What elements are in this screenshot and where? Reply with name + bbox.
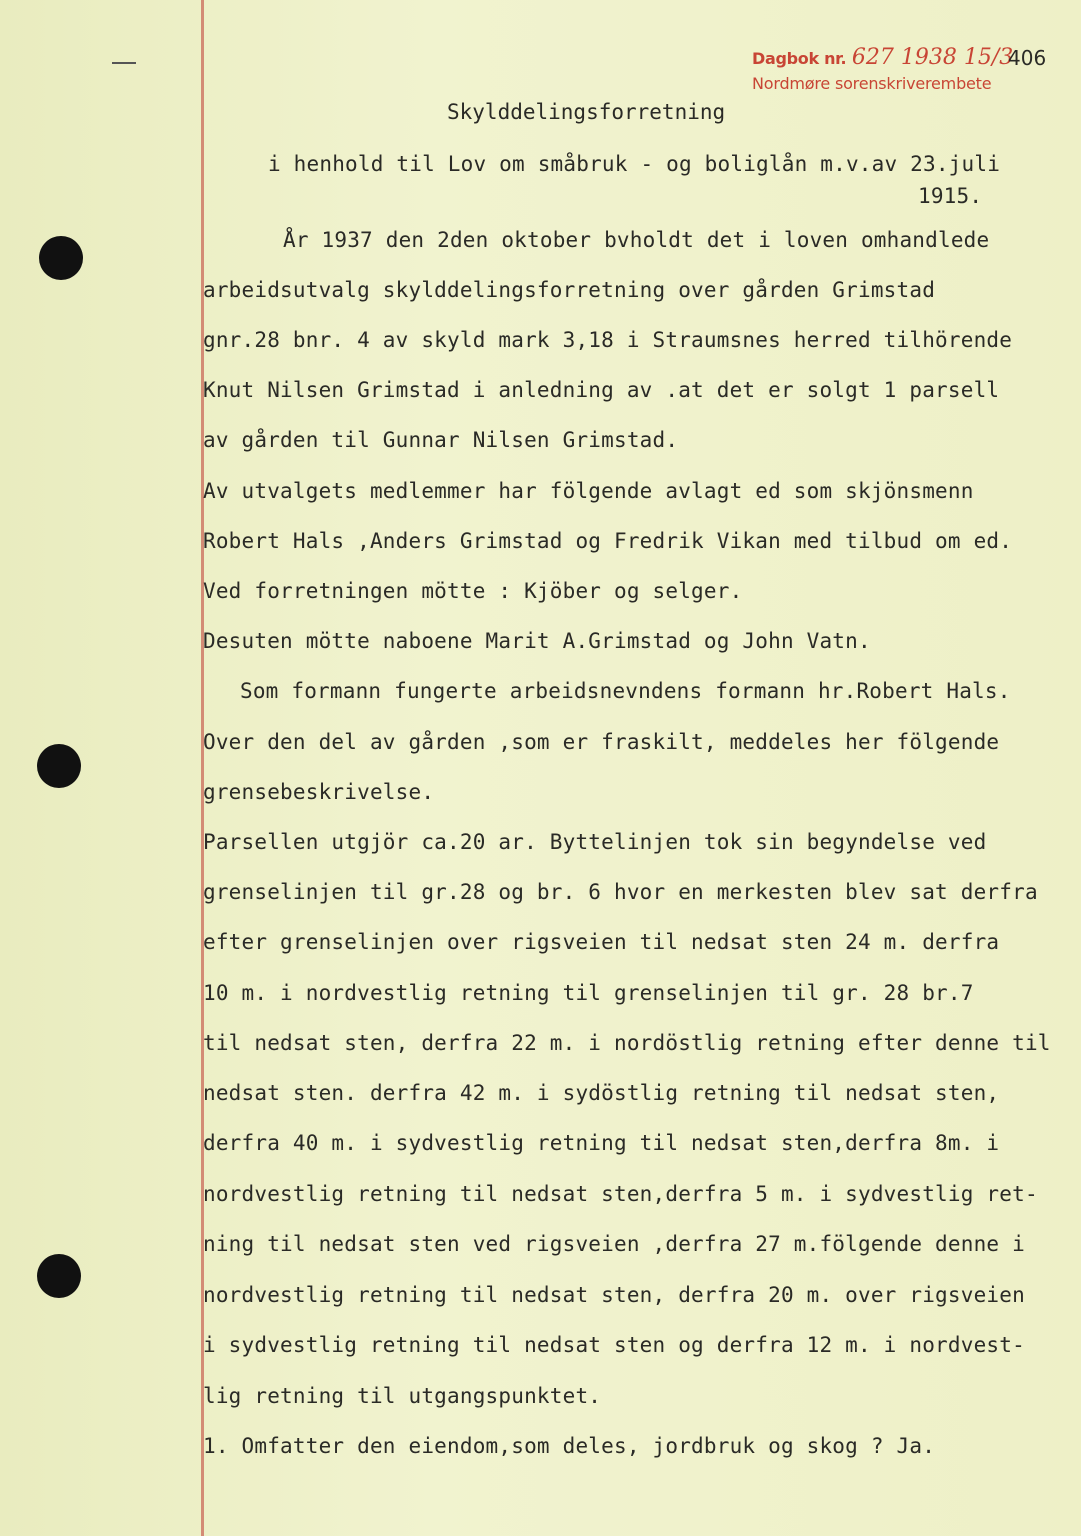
punch-hole-top	[39, 236, 83, 280]
text-line: lig retning til utgangspunktet.	[203, 1384, 602, 1408]
text-line: ning til nedsat sten ved rigsveien ,derfra 27 m.fölgende denne i	[203, 1232, 1025, 1256]
text-line: nedsat sten. derfra 42 m. i sydöstlig retning til nedsat sten,	[203, 1081, 1000, 1105]
text-line: nordvestlig retning til nedsat sten, derfra 20 m. over rigsveien	[203, 1283, 1025, 1307]
text-line: gnr.28 bnr. 4 av skyld mark 3,18 i Straumsnes herred tilhörende	[203, 328, 1013, 352]
text-line: År 1937 den 2den oktober bvholdt det i loven omhandlede	[283, 228, 990, 252]
document-title: Skylddelingsforretning	[447, 100, 726, 124]
text-line: derfra 40 m. i sydvestlig retning til nedsat sten,derfra 8m. i	[203, 1131, 1000, 1155]
text-line: 10 m. i nordvestlig retning til grenselinjen til gr. 28 br.7	[203, 981, 974, 1005]
text-line: Ved forretningen mötte : Kjöber og selger.	[203, 579, 743, 603]
punch-hole-bottom	[37, 1254, 81, 1298]
text-line: efter grenselinjen over rigsveien til nedsat sten 24 m. derfra	[203, 930, 1000, 954]
text-line: Parsellen utgjör ca.20 ar. Byttelinjen tok sin begyndelse ved	[203, 830, 987, 854]
text-line: grenselinjen til gr.28 og br. 6 hvor en merkesten blev sat derfra	[203, 880, 1038, 904]
text-line: av gården til Gunnar Nilsen Grimstad.	[203, 428, 679, 452]
text-line: Robert Hals ,Anders Grimstad og Fredrik Vikan med tilbud om ed.	[203, 529, 1013, 553]
text-line: Over den del av gården ,som er fraskilt, meddeles her fölgende	[203, 730, 1000, 754]
punch-hole-middle	[37, 744, 81, 788]
subtitle-line-2: 1915.	[918, 184, 983, 208]
text-line: Desuten mötte naboene Marit A.Grimstad og John Vatn.	[203, 629, 871, 653]
stamp-label: Dagbok nr.	[752, 49, 847, 68]
text-line: Av utvalgets medlemmer har fölgende avlagt ed som skjönsmenn	[203, 479, 974, 503]
text-line: arbeidsutvalg skylddelingsforretning over gården Grimstad	[203, 278, 936, 302]
text-line: i sydvestlig retning til nedsat sten og derfra 12 m. i nordvest-	[203, 1333, 1025, 1357]
text-line: til nedsat sten, derfra 22 m. i nordöstlig retning efter denne til	[203, 1031, 1051, 1055]
text-line: Som formann fungerte arbeidsnevndens formann hr.Robert Hals.	[240, 679, 1011, 703]
margin-mark	[112, 62, 136, 64]
stamp-handwritten-number: 627 1938 15/3	[851, 45, 1014, 70]
stamp-office: Nordmøre sorenskriverembete	[752, 74, 992, 93]
text-line: grensebeskrivelse.	[203, 780, 435, 804]
text-line: Knut Nilsen Grimstad i anledning av .at det er solgt 1 parsell	[203, 378, 1000, 402]
text-line: nordvestlig retning til nedsat sten,derfra 5 m. i sydvestlig ret-	[203, 1182, 1038, 1206]
page-number: 406	[1008, 46, 1047, 70]
text-line: 1. Omfatter den eiendom,som deles, jordbruk og skog ? Ja.	[203, 1434, 936, 1458]
registry-stamp	[752, 45, 1013, 93]
subtitle-line-1: i henhold til Lov om småbruk - og boliglån m.v.av 23.juli	[268, 152, 1001, 176]
